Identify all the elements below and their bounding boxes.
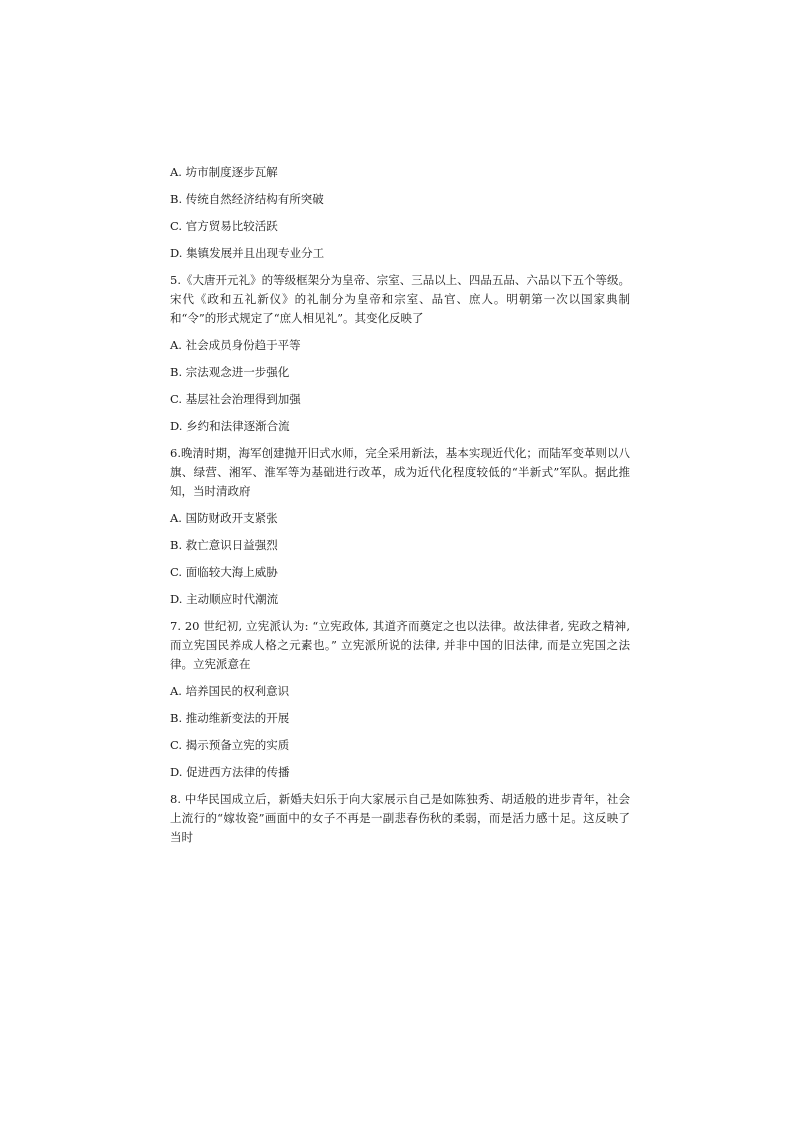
q5-option-a: A. 社会成员身份趋于平等 — [170, 338, 301, 352]
question-5-stem: 5.《大唐开元礼》的等级框架分为皇帝、宗室、三品以上、四品五品、六品以下五个等级。宋代《政和五礼新仪》的礼制分为皇帝和宗室、品官、庶人。明朝第一次以国家典制和“令”的形式规定了“庶人相见礼”。其变化反映了 — [170, 273, 630, 325]
option-b: B. 传统自然经济结构有所突破 — [170, 192, 324, 206]
q5-option-b: B. 宗法观念进一步强化 — [170, 365, 290, 379]
q7-option-a: A. 培养国民的权利意识 — [170, 684, 290, 698]
q7-option-b: B. 推动维新变法的开展 — [170, 711, 290, 725]
q6-option-c: C. 面临较大海上威胁 — [170, 565, 278, 579]
q6-option-b: B. 救亡意识日益强烈 — [170, 538, 278, 552]
q6-option-d: D. 主动顺应时代潮流 — [170, 592, 279, 606]
option-a: A. 坊市制度逐步瓦解 — [170, 165, 278, 179]
q7-option-c: C. 揭示预备立宪的实质 — [170, 738, 290, 752]
q7-option-d: D. 促进西方法律的传播 — [170, 765, 290, 779]
exam-page-content — [170, 163, 630, 855]
question-8-stem: 8. 中华民国成立后，新婚夫妇乐于向大家展示自己是如陈独秀、胡适般的进步青年，社会上流行的“嫁妆瓷”画面中的女子不再是一副悲春伤秋的柔弱，而是活力感十足。这反映了当时 — [170, 792, 630, 844]
q6-option-a: A. 国防财政开支紧张 — [170, 511, 278, 525]
option-d: D. 集镇发展并且出现专业分工 — [170, 246, 325, 260]
question-7-stem: 7. 20 世纪初, 立宪派认为: “立宪政体, 其道齐而奠定之也以法律。故法律者, 宪政之精神, 而立宪国民养成人格之元素也。” 立宪派所说的法律, 并非中国的旧法律, 而是立宪国之法律。立宪派意在 — [170, 619, 630, 671]
q5-option-d: D. 乡约和法律逐渐合流 — [170, 419, 290, 433]
q5-option-c: C. 基层社会治理得到加强 — [170, 392, 301, 406]
option-c: C. 官方贸易比较活跃 — [170, 219, 278, 233]
question-6-stem: 6.晚清时期，海军创建抛开旧式水师，完全采用新法，基本实现近代化；而陆军变革则以八旗、绿营、湘军、淮军等为基础进行改革，成为近代化程度较低的“半新式”军队。据此推知，当时清政府 — [170, 446, 630, 498]
